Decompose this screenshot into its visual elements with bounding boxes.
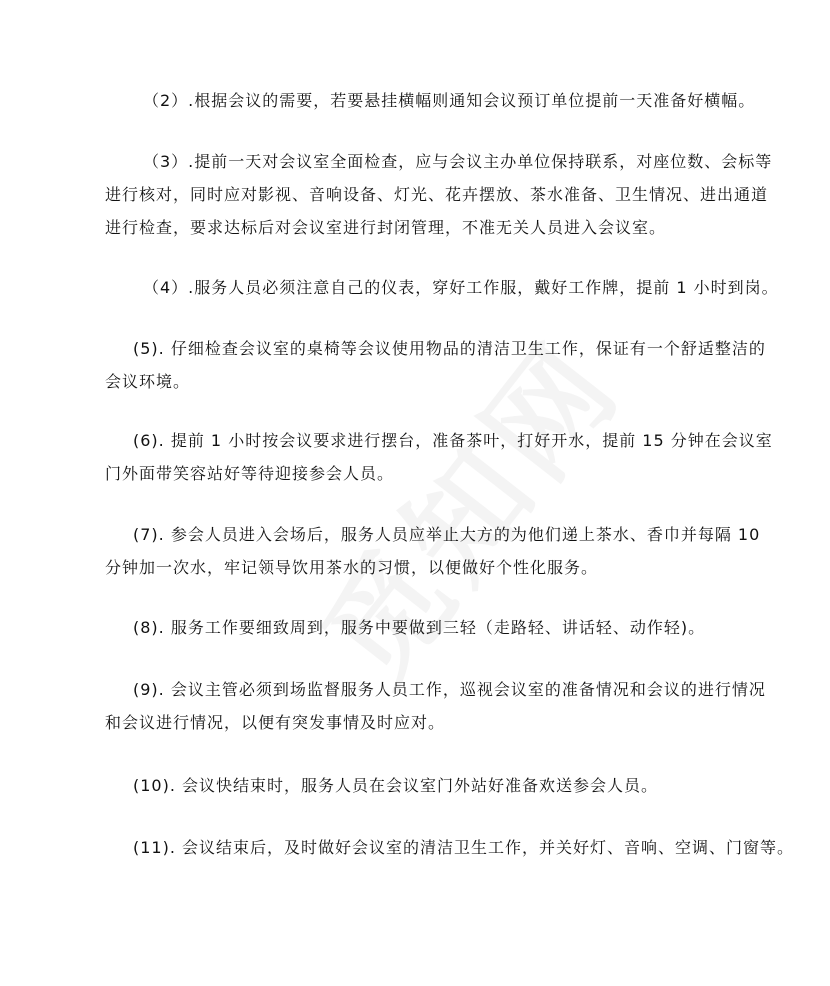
- text-line: 门外面带笑容站好等待迎接参会人员。: [105, 464, 395, 483]
- paragraph-5: [105, 332, 766, 398]
- paragraph-10: [105, 769, 725, 802]
- paragraph-11: [105, 831, 795, 864]
- text-line: 会议环境。: [105, 372, 191, 391]
- text-line: （3）.提前一天对会议室全面检查，应与会议主办单位保持联系，对座位数、会标等: [143, 152, 773, 171]
- paragraph-7: [105, 518, 761, 584]
- paragraph-6: [105, 424, 773, 490]
- text-line: （4）.服务人员必须注意自己的仪表，穿好工作服，戴好工作牌，提前 1 小时到岗。: [143, 278, 779, 297]
- paragraph-2: [105, 84, 756, 117]
- paragraph-8: [105, 611, 725, 644]
- text-line: (9). 会议主管必须到场监督服务人员工作，巡视会议室的准备情况和会议的进行情况: [133, 680, 766, 699]
- text-line: 和会议进行情况，以便有突发事情及时应对。: [105, 713, 446, 732]
- text-line: (5). 仔细检查会议室的桌椅等会议使用物品的清洁卫生工作，保证有一个舒适整洁的: [133, 339, 766, 358]
- paragraph-4: [105, 271, 779, 304]
- text-line: (6). 提前 1 小时按会议要求进行摆台，准备茶叶，打好开水，提前 15 分钟在会议室: [133, 431, 773, 450]
- paragraph-3: [105, 145, 773, 244]
- text-line: (7). 参会人员进入会场后，服务人员应举止大方的为他们递上茶水、香巾并每隔 10: [133, 525, 761, 544]
- text-line: (10). 会议快结束时，服务人员在会议室门外站好准备欢送参会人员。: [133, 776, 659, 795]
- text-line: （2）.根据会议的需要，若要悬挂横幅则通知会议预订单位提前一天准备好横幅。: [143, 91, 756, 110]
- paragraph-9: [105, 673, 766, 739]
- text-line: 分钟加一次水，牢记领导饮用茶水的习惯，以便做好个性化服务。: [105, 558, 599, 577]
- text-line: 进行核对，同时应对影视、音响设备、灯光、花卉摆放、茶水准备、卫生情况、进出通道: [105, 185, 769, 204]
- text-line: (8). 服务工作要细致周到，服务中要做到三轻（走路轻、讲话轻、动作轻)。: [133, 618, 706, 637]
- text-line: 进行检查，要求达标后对会议室进行封闭管理，不准无关人员进入会议室。: [105, 218, 667, 237]
- text-line: (11). 会议结束后，及时做好会议室的清洁卫生工作，并关好灯、音响、空调、门窗等。: [133, 838, 795, 857]
